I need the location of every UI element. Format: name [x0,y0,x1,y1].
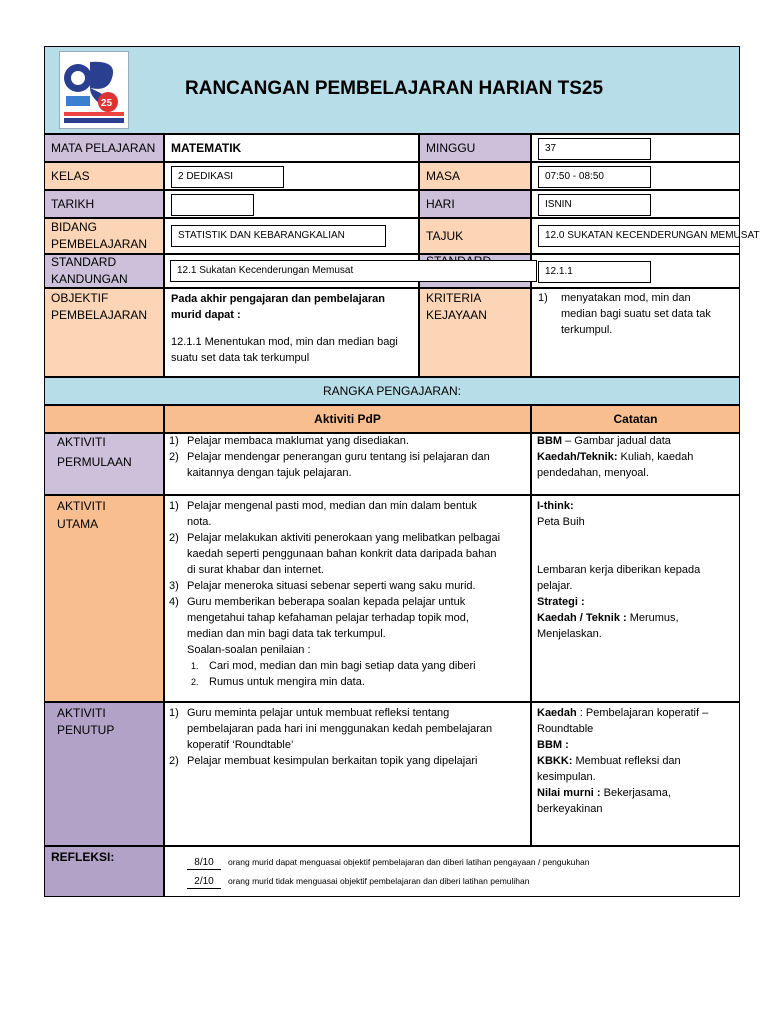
label-kelas: KELAS [44,162,164,190]
value-bidang-cell [164,218,419,254]
ts25-logo [59,51,129,129]
utama-catatan: I-think: Peta Buih Lembaran kerja diberikan kepada pelajar. Strategi : Kaedah / Teknik : Merumus, Menjelaskan. [531,495,740,702]
list-item: 2) Pelajar membuat kesimpulan berkaitan topik yang dipelajari [169,755,478,767]
list-item: 3) Pelajar meneroka situasi sebenar seperti wang saku murid. [169,580,476,592]
header-banner [44,46,740,134]
value-tarikh-cell [164,190,419,218]
refleksi-count-not-master[interactable]: 2/10 [187,875,221,889]
label-masa: MASA [419,162,531,190]
ts25-logo-icon [60,52,128,128]
list-item: 4) Guru memberikan beberapa soalan kepada pelajar untuk mengetahui tahap kefahaman pelajar terhadap topik mod, median dan min bagi data tak terkumpul. Soalan-soalan penilaian : [169,596,469,656]
label-objektif: OBJEKTIF PEMBELAJARAN [44,288,164,377]
lesson-plan-sheet [44,46,760,897]
label-hari: HARI [419,190,531,218]
value-standard-pembelajaran-cell [531,254,740,288]
value-kelas-cell [164,162,419,190]
value-tajuk-cell [531,218,760,254]
value-minggu-cell [531,134,740,162]
utama-activities [164,495,531,702]
penutup-catatan: Kaedah : Pembelajaran koperatif – Roundtable BBM : KBKK: Membuat refleksi dan kesimpulan. Nilai murni : Bekerjasama, berkeyakinan [531,702,740,846]
kelas-field[interactable]: 2 DEDIKASI [171,166,284,188]
label-refleksi: REFLEKSI: [44,846,164,897]
list-item: 1) Guru meminta pelajar untuk membuat refleksi tentang pembelajaran pada hari ini menggunakan kedah pembelajaran koperatif ‘Roundtable’ [169,707,493,751]
value-mata-pelajaran-cell [164,134,419,162]
permulaan-catatan: BBM – Gambar jadual data Kaedah/Teknik: Kuliah, kaedah pendedahan, menyoal. [531,433,740,495]
masa-field[interactable]: 07:50 - 08:50 [538,166,651,188]
penutup-activities [164,702,531,846]
label-minggu: MINGGU [419,134,531,162]
value-masa-cell [531,162,740,190]
label-tarikh: TARIKH [44,190,164,218]
list-item: 2) Pelajar melakukan aktiviti penerokaan yang melibatkan pelbagai kaedah seperti penggunaan bahan konkrit data daripada bahan di surat khabar dan internet. [169,532,501,576]
rangka-corner [44,405,164,433]
tarikh-field[interactable] [171,194,254,216]
minggu-field[interactable]: 37 [538,138,651,160]
value-hari-cell [531,190,740,218]
value-mata-pelajaran: MATEMATIK [171,141,242,155]
page-title: RANCANGAN PEMBELAJARAN HARIAN TS25 [185,78,604,99]
standard-kandungan-field[interactable]: 12.1 Sukatan Kecenderungan Memusat [170,260,537,282]
list-item: 2. Rumus untuk mengira min data. [191,676,365,688]
col-catatan: Catatan [531,405,740,433]
col-aktiviti-pdp: Aktiviti PdP [164,405,531,433]
label-standard-kandungan: STANDARD KANDUNGAN [44,254,164,288]
hari-field[interactable]: ISNIN [538,194,651,216]
rangka-pengajaran-header: RANGKA PENGAJARAN: [44,377,740,405]
label-aktiviti-utama: AKTIVITI UTAMA [44,495,164,702]
refleksi-content: 8/10 orang murid dapat menguasai objektif pembelajaran dan diberi latihan pengayaan / pengukuhan 2/10 orang murid tidak menguasai objektif pembelajaran dan diberi latihan pemulihan [164,846,740,897]
list-item: 2) Pelajar mendengar penerangan guru tentang isi pelajaran dan kaitannya dengan tajuk pelajaran. [169,451,490,479]
permulaan-activities [164,433,531,495]
standard-pembelajaran-field[interactable]: 12.1.1 [538,261,651,283]
kriteria-content: 1) menyatakan mod, min dan median bagi suatu set data tak terkumpul. [531,288,740,377]
refleksi-count-master[interactable]: 8/10 [187,856,221,870]
label-bidang-pembelajaran: BIDANG PEMBELAJARAN [44,218,164,254]
label-tajuk: TAJUK [419,218,531,254]
list-item: 1. Cari mod, median dan min bagi setiap data yang diberi [191,660,476,672]
list-item: 1) Pelajar membaca maklumat yang disediakan. [169,435,409,447]
label-mata-pelajaran: MATA PELAJARAN [44,134,164,162]
label-aktiviti-penutup: AKTIVITI PENUTUP [44,702,164,846]
svg-text:25: 25 [101,98,113,109]
list-item: 1) Pelajar mengenal pasti mod, median dan min dalam bentuk nota. [169,500,477,528]
label-aktiviti-permulaan: AKTIVITI PERMULAAN [44,433,164,495]
label-kriteria: KRITERIA KEJAYAAN [419,288,531,377]
objektif-content: Pada akhir pengajaran dan pembelajaran murid dapat : 12.1.1 Menentukan mod, min dan median bagi suatu set data tak terkumpul [164,288,419,377]
tajuk-field[interactable]: 12.0 SUKATAN KECENDERUNGAN MEMUSAT [538,225,740,247]
bidang-field[interactable]: STATISTIK DAN KEBARANGKALIAN [171,225,386,247]
